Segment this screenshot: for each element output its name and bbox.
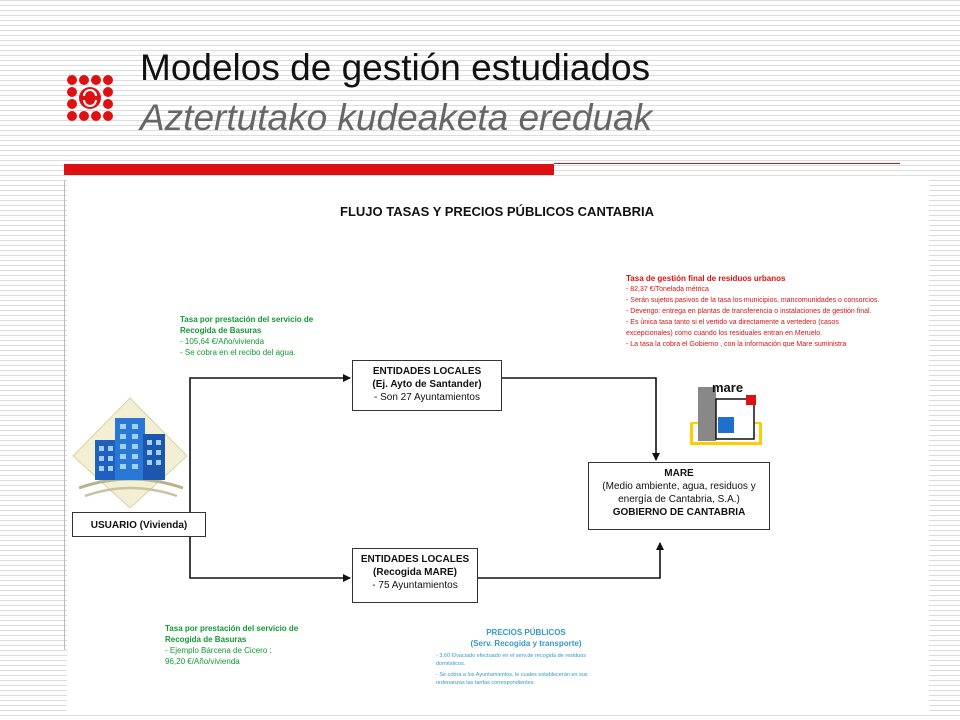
entidades-2-count: - 75 Ayuntamientos — [372, 580, 458, 591]
arrow-usuario-to-entidades-2 — [190, 537, 350, 578]
note-blue-item: - 3,60 €/vaciado efectuado en el serv.de recogida de residuos domésticos. — [436, 653, 587, 667]
note-bottom-title-2: Recogida de Basuras — [165, 635, 247, 644]
arrow-usuario-to-entidades-1 — [190, 378, 350, 512]
mare-description-2: energía de Cantabria, S.A.) — [618, 494, 740, 505]
note-red-item: - Devengo: entrega en plantas de transferencia o instalaciones de gestión final. — [626, 308, 872, 315]
note-bottom-item-1: - Ejemplo Bárcena de Cicero : — [165, 646, 272, 655]
note-red-item: - Es única tasa tanto si el vertido va directamente a vertedero (casos — [626, 319, 839, 326]
usuario-box: USUARIO (Vivienda) — [72, 512, 206, 537]
entidades-locales-mare-box — [352, 548, 478, 603]
note-red-item: - Serán sujetos pasivos de la tasa los municipios, mancomunidades o consorcios. — [626, 297, 880, 304]
mare-box — [588, 462, 770, 530]
entidades-1-count: - Son 27 Ayuntamientos — [374, 392, 480, 403]
page-title: Modelos de gestión estudiados — [140, 47, 651, 88]
entidades-locales-santander-box — [352, 360, 502, 411]
arrow-entidades-2-to-mare — [478, 543, 660, 578]
arrow-entidades-1-to-mare — [502, 378, 656, 460]
note-blue-title-1: PRECIOS PÚBLICOS — [486, 628, 566, 637]
note-red-item: - La tasa la cobra el Gobierno , con la información que Mare suministra — [626, 341, 847, 348]
note-blue-title-2: (Serv. Recogida y transporte) — [470, 639, 582, 648]
tasa-recogida-note-bottom — [165, 623, 340, 667]
mare-description-1: (Medio ambiente, agua, residuos y — [602, 481, 756, 492]
mare-government: GOBIERNO DE CANTABRIA — [612, 507, 746, 518]
diagram-title: FLUJO TASAS Y PRECIOS PÚBLICOS CANTABRIA — [340, 204, 654, 219]
note-bottom-title-1: Tasa por prestación del servicio de — [165, 624, 299, 633]
page-subtitle: Aztertutako kudeaketa ereduak — [140, 97, 653, 138]
note-top-item-1: - 105,64 €/Año/vivienda — [180, 337, 265, 346]
note-red-item: excepcionales) como cuando los residuales entran en Meruelo. — [626, 330, 823, 337]
note-blue-item: - Se cobra a los Ayuntamientos, le cuales establecerán en sus ordenanzas las tarifas correspondientes. — [436, 672, 588, 686]
note-red-item: - 82,37 €/Tonelada métrica — [626, 286, 709, 293]
entidades-2-subtitle: (Recogida MARE) — [373, 567, 457, 578]
note-top-title-2: Recogida de Basuras — [180, 326, 262, 335]
building-icon — [71, 396, 189, 510]
note-top-item-2: - Se cobra en el recibo del agua. — [180, 348, 296, 357]
mare-title: MARE — [664, 468, 694, 479]
note-bottom-item-2: 96,20 €/Año/vivienda — [165, 657, 240, 666]
note-top-title-1: Tasa por prestación del servicio de — [180, 315, 314, 324]
tasa-gestion-final-note — [626, 273, 926, 350]
entidades-2-title: ENTIDADES LOCALES — [360, 554, 470, 565]
note-red-title: Tasa de gestión final de residuos urbanos — [626, 274, 786, 283]
tasa-recogida-note-top — [180, 314, 355, 358]
precios-publicos-note — [436, 627, 616, 687]
mare-logo-text: mare — [712, 380, 744, 395]
entidades-1-title: ENTIDADES LOCALES — [372, 366, 482, 377]
entidades-1-subtitle: (Ej. Ayto de Santander) — [372, 379, 482, 390]
